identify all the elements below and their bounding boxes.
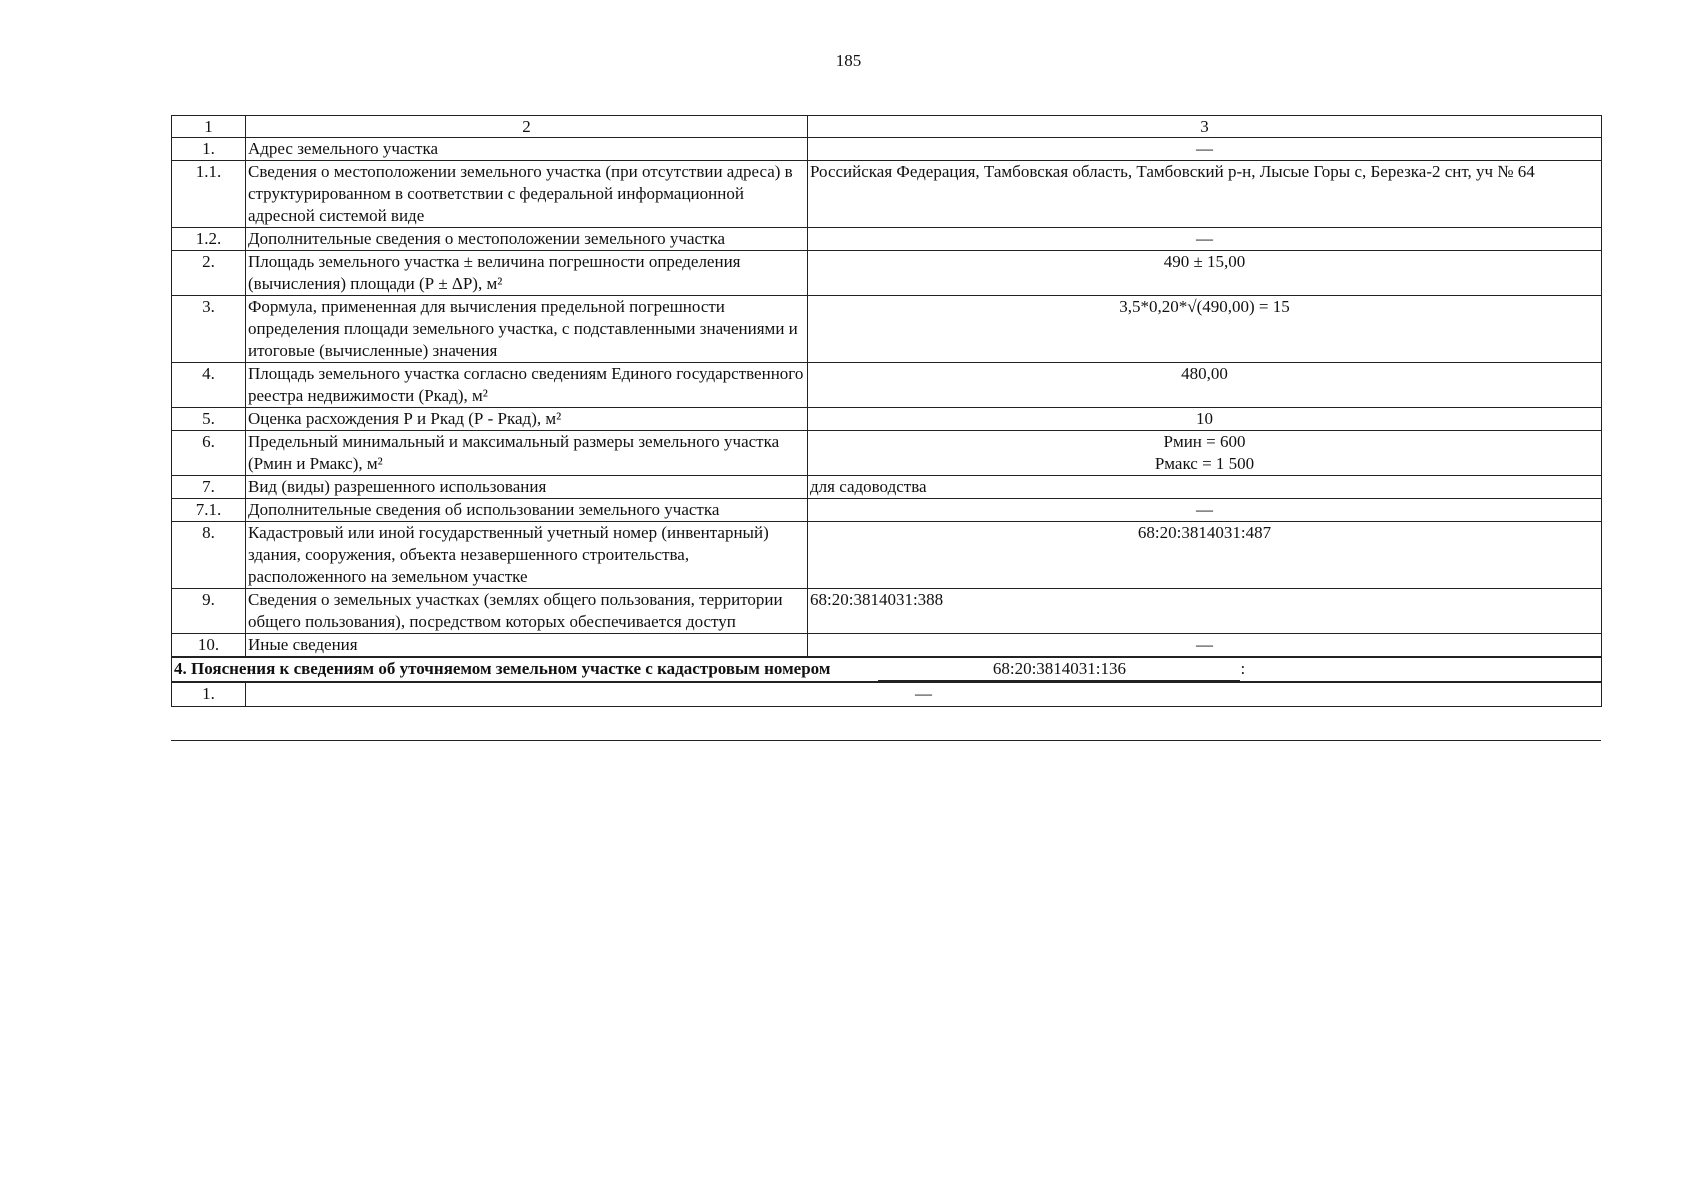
row-number: 4. <box>172 363 246 408</box>
table-row <box>172 476 1602 499</box>
table-row <box>172 499 1602 522</box>
table-row <box>172 228 1602 251</box>
table-row <box>172 251 1602 296</box>
row-label: Площадь земельного участка согласно сведениям Единого государственного реестра недвижимости (Ркад), м² <box>246 363 808 408</box>
row-label: Формула, примененная для вычисления предельной погрешности определения площади земельного участка, с подставленными значениями и итоговые (вычисленные) значения <box>246 296 808 363</box>
row-value: 3,5*0,20*√(490,00) = 15 <box>808 296 1602 363</box>
row-value: — <box>246 682 1602 706</box>
row-number: 7. <box>172 476 246 499</box>
row-value: 68:20:3814031:487 <box>808 522 1602 589</box>
table-row <box>172 296 1602 363</box>
section-suffix: : <box>1240 659 1246 678</box>
row-label: Кадастровый или иной государственный учетный номер (инвентарный) здания, сооружения, объекта незавершенного строительства, расположенного на земельном участке <box>246 522 808 589</box>
row-number: 10. <box>172 634 246 658</box>
row-label: Дополнительные сведения об использовании земельного участка <box>246 499 808 522</box>
row-number: 9. <box>172 589 246 634</box>
row-number: 1.2. <box>172 228 246 251</box>
header-col-1: 1 <box>172 116 246 138</box>
table-row <box>172 589 1602 634</box>
table-row <box>172 522 1602 589</box>
row-number: 1. <box>172 682 246 706</box>
row-value: — <box>808 499 1602 522</box>
table-row <box>172 138 1602 161</box>
row-value: для садоводства <box>808 476 1602 499</box>
row-value: 68:20:3814031:388 <box>808 589 1602 634</box>
row-value: 490 ± 15,00 <box>808 251 1602 296</box>
row-label: Оценка расхождения Р и Ркад (Р - Ркад), м² <box>246 408 808 431</box>
table-row <box>172 634 1602 658</box>
row-value: Российская Федерация, Тамбовская область, Тамбовский р-н, Лысые Горы с, Березка-2 снт, уч № 64 <box>808 161 1602 228</box>
row-number: 5. <box>172 408 246 431</box>
area-max-value: Рмакс = 1 500 <box>1154 454 1255 473</box>
page-number: 185 <box>835 51 862 70</box>
table-row <box>172 408 1602 431</box>
row-number: 7.1. <box>172 499 246 522</box>
row-value <box>808 431 1602 476</box>
row-label: Иные сведения <box>246 634 808 658</box>
header-col-2: 2 <box>246 116 808 138</box>
row-label: Предельный минимальный и максимальный размеры земельного участка (Рмин и Рмакс), м² <box>246 431 808 476</box>
table-row <box>172 363 1602 408</box>
cadastral-info-table <box>171 115 1602 707</box>
section-4-header <box>172 657 1602 682</box>
row-value: — <box>808 138 1602 161</box>
row-number: 3. <box>172 296 246 363</box>
row-number: 1. <box>172 138 246 161</box>
row-label: Сведения о земельных участках (землях общего пользования, территории общего пользования), посредством которых обеспечивается доступ <box>246 589 808 634</box>
row-number: 2. <box>172 251 246 296</box>
row-value: — <box>808 228 1602 251</box>
cadastral-number: 68:20:3814031:136 <box>878 658 1240 681</box>
row-label: Сведения о местоположении земельного участка (при отсутствии адреса) в структурированном в соответствии с федеральной информационной адресной системой виде <box>246 161 808 228</box>
table-row <box>172 682 1602 706</box>
row-number: 8. <box>172 522 246 589</box>
section-title: 4. Пояснения к сведениям об уточняемом земельном участке с кадастровым номером <box>174 659 831 678</box>
row-label: Дополнительные сведения о местоположении земельного участка <box>246 228 808 251</box>
area-min-value: Рмин = 600 <box>1163 432 1246 451</box>
table-row <box>172 431 1602 476</box>
header-col-3: 3 <box>808 116 1602 138</box>
row-label: Вид (виды) разрешенного использования <box>246 476 808 499</box>
row-value: 480,00 <box>808 363 1602 408</box>
row-value: — <box>808 634 1602 658</box>
row-label: Площадь земельного участка ± величина погрешности определения (вычисления) площади (Р ± ΔР), м² <box>246 251 808 296</box>
table-bottom-rule <box>171 740 1601 741</box>
table-header-row <box>172 116 1602 138</box>
row-number: 1.1. <box>172 161 246 228</box>
row-value: 10 <box>808 408 1602 431</box>
row-label: Адрес земельного участка <box>246 138 808 161</box>
table-row <box>172 161 1602 228</box>
section-4-header-row <box>172 657 1602 682</box>
row-number: 6. <box>172 431 246 476</box>
